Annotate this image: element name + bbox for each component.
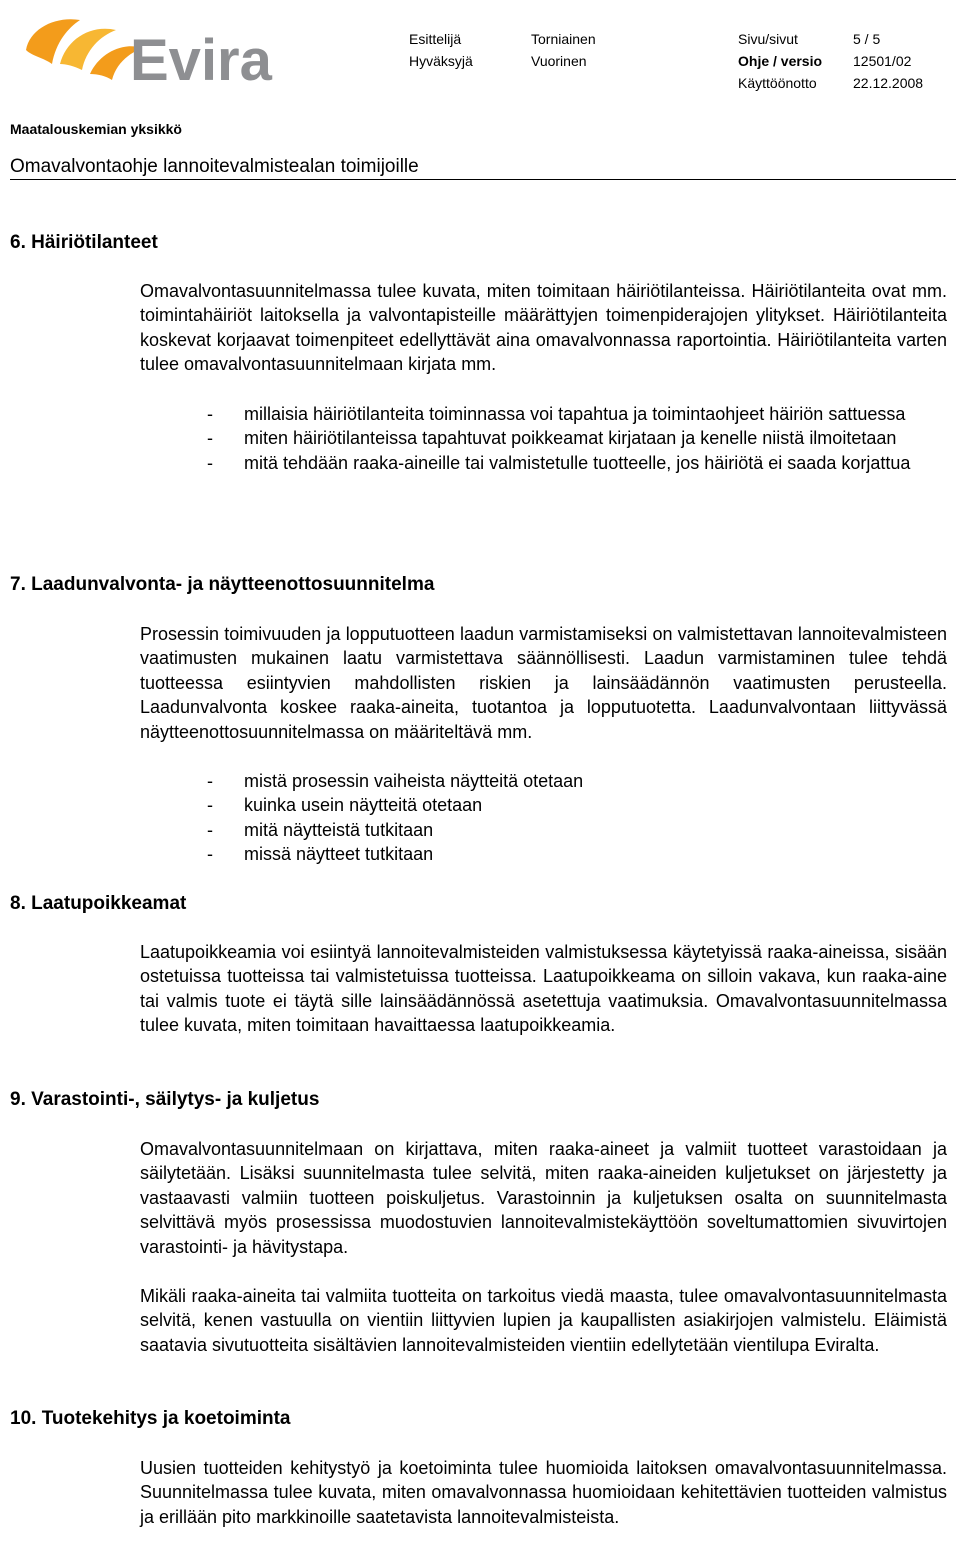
section-title: 7. Laadunvalvonta- ja näytteenottosuunnitelma — [10, 574, 435, 595]
section-title: 9. Varastointi-, säilytys- ja kuljetus — [10, 1089, 320, 1110]
section-paragraph: Laatupoikkeamia voi esiintyä lannoitevalmisteiden valmistuksessa käytetyissä raaka-aineissa, sisään ostetuissa tuotteissa tai valmistetuissa tuotteissa. Laatupoikkeama on silloin vakava, kun raaka-aine tai valmis tuote ei täytä sille lainsäädännössä asetettuja vaatimuksia. Omavalvontasuunnitelmassa tulee kuvata, miten toimitaan havaittaessa laatupoikkeamia. — [140, 942, 947, 1036]
list-item: - kuinka usein näytteitä otetaan — [207, 795, 483, 816]
unit-name: Maatalouskemian yksikkö — [10, 121, 182, 137]
logo-wordmark: Evira — [130, 28, 272, 93]
evira-leaf-icon — [26, 19, 142, 80]
section-paragraph: Omavalvontasuunnitelmassa tulee kuvata, miten toimitaan häiriötilanteissa. Häiriötilanteita ovat mm. toimintahäiriöt laitoksella ja valvontapisteille määrättyjen toimenpiderajojen ylitykset. Häiriötilanteita koskevat korjaavat toimenpiteet edellyttävät aina omavalvonnassa raportointia. Häiriötilanteita varten tulee omavalvontasuunnitelmaan kirjata mm. — [140, 281, 947, 375]
label-kayttoonotto: Käyttöönotto — [738, 75, 817, 91]
bullet-list — [207, 402, 947, 475]
value-hyvaksyja: Vuorinen — [531, 53, 587, 69]
list-item: - millaisia häiriötilanteita toiminnassa voi tapahtua ja toimintaohjeet häiriön sattuessa — [207, 404, 906, 424]
label-esittelija: Esittelijä — [409, 31, 462, 47]
section-paragraph: Uusien tuotteiden kehitystyö ja koetoiminta tulee huomioida laitoksen omavalvontasuunnitelmassa. Suunnitelmassa tulee kuvata, miten omavalvonnassa huomioidaan kehitettävien tuotteiden valmistus ja erillään pito markkinoille saatetavista lannoitevalmisteista. — [140, 1458, 947, 1527]
section-paragraph: Omavalvontasuunnitelmaan on kirjattava, miten raaka-aineet ja valmiit tuotteet varastoidaan ja säilytetään. Lisäksi suunnitelmasta tulee selvitä, miten raaka-aineiden kuljetukset on järjestetty ja vastaavasti valmiin tuotteen poiskuljetus. Varastoinnin ja kuljetuksen osalta on suunnitelmasta selvittävä myös prosessissa muodostuvien lannoitevalmistekäyttöön soveltumattomien sivuvirtojen varastointi- ja hävitystapa. — [140, 1139, 947, 1257]
section-title: 6. Häiriötilanteet — [10, 232, 158, 253]
list-item: - mitä näytteistä tutkitaan — [207, 819, 434, 840]
section-title: 10. Tuotekehitys ja koetoiminta — [10, 1408, 291, 1429]
bullet-list — [207, 769, 947, 867]
list-item: - missä näytteet tutkitaan — [207, 844, 434, 865]
label-ohje: Ohje / versio — [738, 53, 823, 69]
section-paragraph: Prosessin toimivuuden ja lopputuotteen laadun varmistamiseksi on valmistettavan lannoitevalmisteen vaatimusten mukainen laatu varmistettava säännöllisesti. Laadun varmistaminen tulee tehdä tuotteessa esiintyvien mahdollisten riskien ja lainsäädännön vaatimusten perusteella. Laadunvalvonta koskee raaka-aineita, tuotantoa ja lopputuotetta. Laadunvalvontaan liittyvässä näytteenottosuunnitelmassa on määriteltävä mm. — [140, 624, 947, 742]
document-title: Omavalvontaohje lannoitevalmistealan toimijoille — [10, 156, 419, 177]
section-title: 8. Laatupoikkeamat — [10, 893, 187, 914]
value-ohje: 12501/02 — [853, 53, 912, 69]
header-divider — [10, 179, 956, 180]
value-esittelija: Torniainen — [531, 31, 596, 47]
list-item: - miten häiriötilanteissa tapahtuvat poikkeamat kirjataan ja kenelle niistä ilmoitetaan — [207, 428, 897, 449]
value-sivu: 5 / 5 — [853, 31, 881, 47]
list-item: - mistä prosessin vaiheista näytteitä otetaan — [207, 771, 584, 791]
list-item: - mitä tehdään raaka-aineille tai valmistetulle tuotteelle, jos häiriötä ei saada korjattua — [207, 452, 911, 473]
label-hyvaksyja: Hyväksyjä — [409, 53, 473, 69]
section-paragraph: Mikäli raaka-aineita tai valmiita tuotteita on tarkoitus viedä maasta, tulee omavalvontasuunnitelmasta selvitä, kenen vastuulla on vientiin liittyvien lupien ja kaupallisten asiakirjojen valmistelu. Eläimistä saatavia sivutuotteita sisältävien lannoitevalmisteiden vientiin edellytetään vientilupa Eviralta. — [140, 1286, 947, 1355]
evira-logo — [20, 6, 280, 96]
value-kayttoonotto: 22.12.2008 — [853, 75, 924, 91]
label-sivu: Sivu/sivut — [738, 31, 798, 47]
